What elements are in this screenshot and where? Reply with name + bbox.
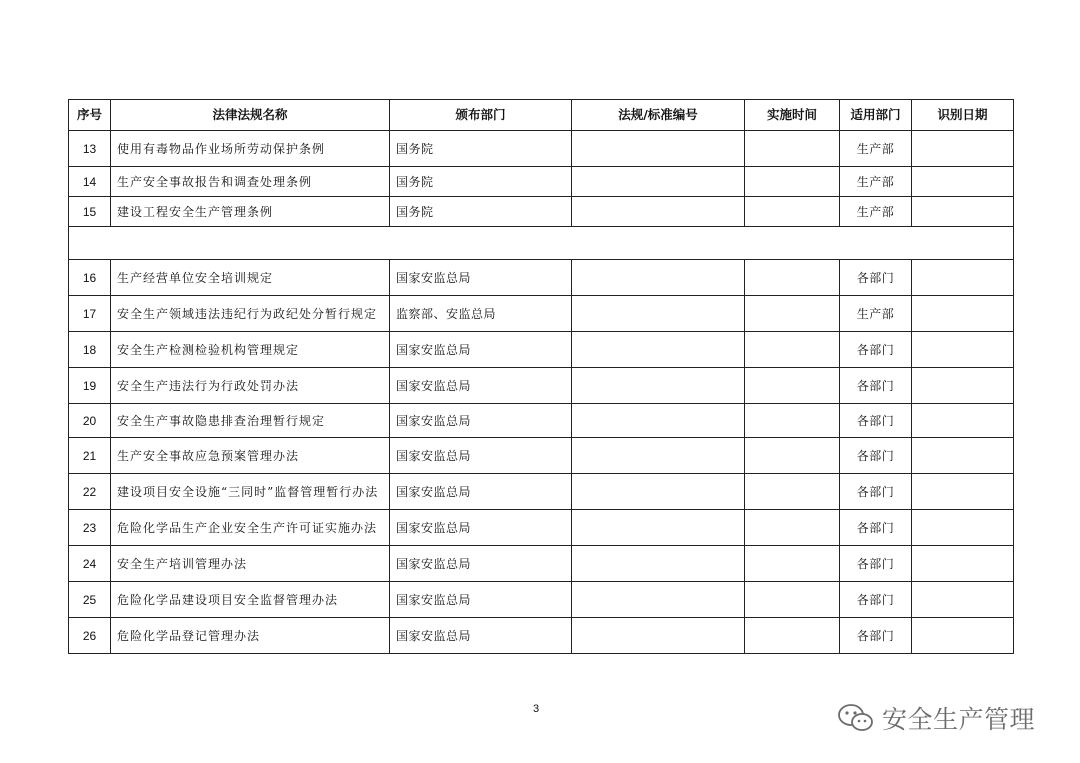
- table-row: [69, 296, 1014, 332]
- standard-code-cell: [572, 546, 745, 582]
- table-row: [69, 474, 1014, 510]
- law-name-cell: 安全生产领域违法违纪行为政纪处分暂行规定: [111, 296, 390, 332]
- law-name-cell: 危险化学品生产企业安全生产许可证实施办法: [111, 510, 390, 546]
- regulations-table: [68, 99, 1014, 654]
- table-header-row: [69, 100, 1014, 131]
- issuing-department-cell: 国家安监总局: [390, 404, 572, 438]
- issuing-department-cell: 国家安监总局: [390, 474, 572, 510]
- watermark-text: 安全生产管理: [882, 705, 1036, 734]
- issuing-department-cell: 国家安监总局: [390, 438, 572, 474]
- applicable-department-cell: 各部门: [840, 368, 912, 404]
- col-header-scope: 适用部门: [840, 100, 912, 131]
- applicable-department-cell: 生产部: [840, 131, 912, 167]
- row-index-cell: 17: [69, 296, 111, 332]
- table-row: [69, 197, 1014, 227]
- row-index-cell: 25: [69, 582, 111, 618]
- row-index-cell: 26: [69, 618, 111, 654]
- col-header-name: 法律法规名称: [111, 100, 390, 131]
- table-row: [69, 260, 1014, 296]
- applicable-department-cell: 生产部: [840, 167, 912, 197]
- applicable-department-cell: 各部门: [840, 582, 912, 618]
- row-index-cell: 16: [69, 260, 111, 296]
- law-name-cell: 危险化学品建设项目安全监督管理办法: [111, 582, 390, 618]
- table-group-safety-admin: [69, 260, 1014, 654]
- table-row: [69, 546, 1014, 582]
- identify-date-cell: [912, 368, 1014, 404]
- issuing-department-cell: 国务院: [390, 131, 572, 167]
- law-name-cell: 安全生产检测检验机构管理规定: [111, 332, 390, 368]
- applicable-department-cell: 各部门: [840, 438, 912, 474]
- table-row: [69, 332, 1014, 368]
- applicable-department-cell: 生产部: [840, 296, 912, 332]
- table-row: [69, 618, 1014, 654]
- law-name-cell: 危险化学品登记管理办法: [111, 618, 390, 654]
- law-name-cell: 安全生产培训管理办法: [111, 546, 390, 582]
- law-name-cell: 生产安全事故应急预案管理办法: [111, 438, 390, 474]
- identify-date-cell: [912, 438, 1014, 474]
- effective-date-cell: [745, 197, 840, 227]
- table-group-state-council: [69, 131, 1014, 227]
- table-spacer-row: [69, 227, 1014, 260]
- issuing-department-cell: 国家安监总局: [390, 260, 572, 296]
- effective-date-cell: [745, 474, 840, 510]
- standard-code-cell: [572, 260, 745, 296]
- issuing-department-cell: 国家安监总局: [390, 510, 572, 546]
- col-header-department: 颁布部门: [390, 100, 572, 131]
- row-index-cell: 21: [69, 438, 111, 474]
- applicable-department-cell: 各部门: [840, 332, 912, 368]
- identify-date-cell: [912, 332, 1014, 368]
- watermark: [836, 700, 1035, 736]
- effective-date-cell: [745, 438, 840, 474]
- col-header-code: 法规/标准编号: [572, 100, 745, 131]
- standard-code-cell: [572, 510, 745, 546]
- effective-date-cell: [745, 368, 840, 404]
- law-name-cell: 安全生产违法行为行政处罚办法: [111, 368, 390, 404]
- table-row: [69, 167, 1014, 197]
- applicable-department-cell: 生产部: [840, 197, 912, 227]
- identify-date-cell: [912, 167, 1014, 197]
- applicable-department-cell: 各部门: [840, 404, 912, 438]
- effective-date-cell: [745, 332, 840, 368]
- standard-code-cell: [572, 438, 745, 474]
- identify-date-cell: [912, 404, 1014, 438]
- effective-date-cell: [745, 546, 840, 582]
- table-row: [69, 131, 1014, 167]
- issuing-department-cell: 国家安监总局: [390, 332, 572, 368]
- table-row: [69, 582, 1014, 618]
- applicable-department-cell: 各部门: [840, 618, 912, 654]
- table-row: [69, 438, 1014, 474]
- row-index-cell: 20: [69, 404, 111, 438]
- effective-date-cell: [745, 260, 840, 296]
- identify-date-cell: [912, 197, 1014, 227]
- row-index-cell: 14: [69, 167, 111, 197]
- effective-date-cell: [745, 167, 840, 197]
- identify-date-cell: [912, 260, 1014, 296]
- law-name-cell: 建设项目安全设施“三同时”监督管理暂行办法: [111, 474, 390, 510]
- applicable-department-cell: 各部门: [840, 510, 912, 546]
- page-number: 3: [533, 703, 540, 715]
- identify-date-cell: [912, 618, 1014, 654]
- standard-code-cell: [572, 197, 745, 227]
- col-header-index: 序号: [69, 100, 111, 131]
- issuing-department-cell: 国务院: [390, 197, 572, 227]
- effective-date-cell: [745, 131, 840, 167]
- issuing-department-cell: 国家安监总局: [390, 582, 572, 618]
- row-index-cell: 15: [69, 197, 111, 227]
- issuing-department-cell: 监察部、安监总局: [390, 296, 572, 332]
- wechat-icon: [836, 702, 876, 734]
- applicable-department-cell: 各部门: [840, 260, 912, 296]
- issuing-department-cell: 国家安监总局: [390, 368, 572, 404]
- spacer-cell: [69, 227, 1014, 260]
- col-header-identify-date: 识别日期: [912, 100, 1014, 131]
- effective-date-cell: [745, 582, 840, 618]
- effective-date-cell: [745, 404, 840, 438]
- identify-date-cell: [912, 474, 1014, 510]
- effective-date-cell: [745, 510, 840, 546]
- applicable-department-cell: 各部门: [840, 474, 912, 510]
- applicable-department-cell: 各部门: [840, 546, 912, 582]
- table-row: [69, 510, 1014, 546]
- effective-date-cell: [745, 296, 840, 332]
- standard-code-cell: [572, 167, 745, 197]
- row-index-cell: 22: [69, 474, 111, 510]
- issuing-department-cell: 国家安监总局: [390, 546, 572, 582]
- standard-code-cell: [572, 474, 745, 510]
- table-row: [69, 404, 1014, 438]
- identify-date-cell: [912, 131, 1014, 167]
- identify-date-cell: [912, 296, 1014, 332]
- issuing-department-cell: 国家安监总局: [390, 618, 572, 654]
- identify-date-cell: [912, 510, 1014, 546]
- table-row: [69, 368, 1014, 404]
- issuing-department-cell: 国务院: [390, 167, 572, 197]
- law-name-cell: 安全生产事故隐患排查治理暂行规定: [111, 404, 390, 438]
- row-index-cell: 13: [69, 131, 111, 167]
- row-index-cell: 23: [69, 510, 111, 546]
- row-index-cell: 24: [69, 546, 111, 582]
- standard-code-cell: [572, 296, 745, 332]
- row-index-cell: 18: [69, 332, 111, 368]
- standard-code-cell: [572, 618, 745, 654]
- col-header-effective-date: 实施时间: [745, 100, 840, 131]
- identify-date-cell: [912, 546, 1014, 582]
- law-name-cell: 使用有毒物品作业场所劳动保护条例: [111, 131, 390, 167]
- identify-date-cell: [912, 582, 1014, 618]
- law-name-cell: 建设工程安全生产管理条例: [111, 197, 390, 227]
- standard-code-cell: [572, 404, 745, 438]
- standard-code-cell: [572, 368, 745, 404]
- standard-code-cell: [572, 131, 745, 167]
- law-name-cell: 生产经营单位安全培训规定: [111, 260, 390, 296]
- row-index-cell: 19: [69, 368, 111, 404]
- effective-date-cell: [745, 618, 840, 654]
- standard-code-cell: [572, 332, 745, 368]
- law-name-cell: 生产安全事故报告和调查处理条例: [111, 167, 390, 197]
- standard-code-cell: [572, 582, 745, 618]
